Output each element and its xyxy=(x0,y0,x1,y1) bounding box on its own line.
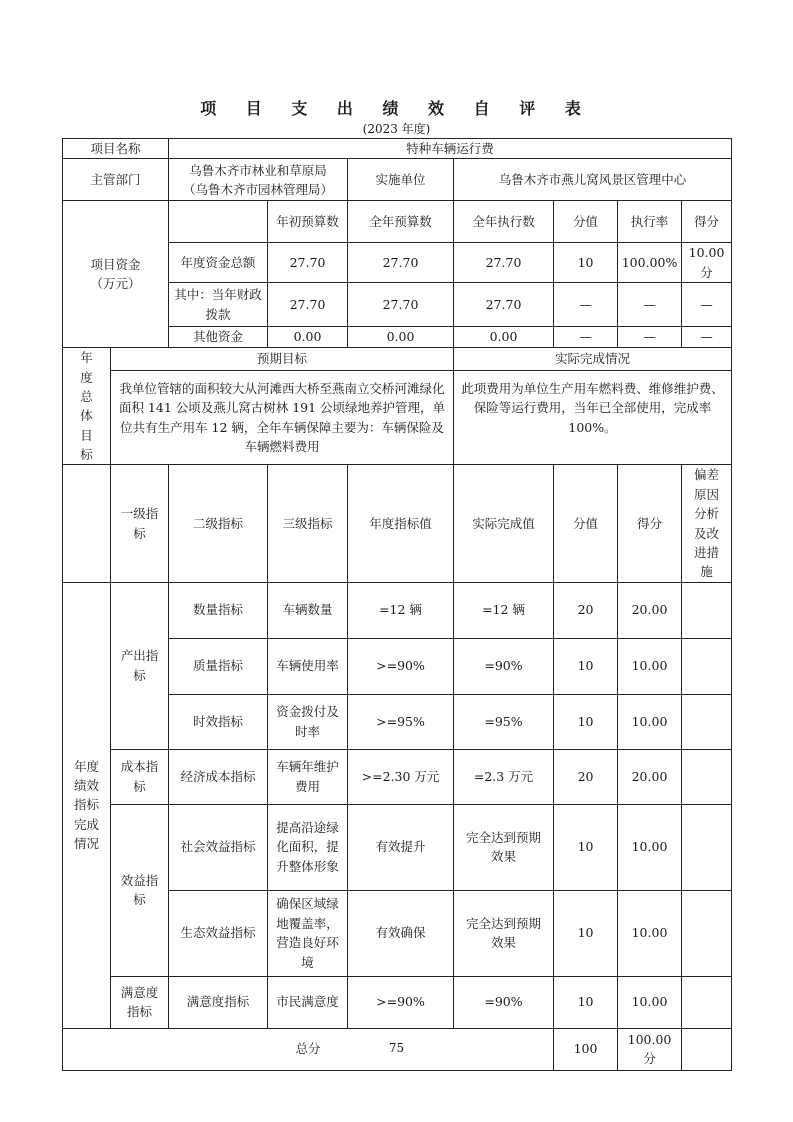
impl-value: 乌鲁木齐市燕儿窝风景区管理中心 xyxy=(454,159,732,201)
goals-label: 年度总体目标 xyxy=(63,348,111,465)
indicator-l2: 经济成本指标 xyxy=(169,749,268,804)
indicator-target: >=90% xyxy=(348,638,454,694)
funds-cell: 100.00% xyxy=(618,243,682,283)
indicator-weight: 20 xyxy=(554,749,618,804)
indicator-note xyxy=(682,694,732,749)
page-number: 75 xyxy=(388,1041,405,1055)
funds-cell: 0.00 xyxy=(454,327,554,348)
funds-row-name: 其他资金 xyxy=(169,327,268,348)
funds-cell: 27.70 xyxy=(348,283,454,327)
indicator-row xyxy=(63,749,732,804)
indicator-actual: 完全达到预期效果 xyxy=(454,890,554,976)
dept-value-line1: 乌鲁木齐市林业和草原局 xyxy=(189,162,327,178)
funds-cell: — xyxy=(618,283,682,327)
indicator-score: 10.00 xyxy=(618,694,682,749)
indicator-score: 10.00 xyxy=(618,890,682,976)
funds-cell: 10.00 分 xyxy=(682,243,732,283)
funds-header-blank xyxy=(169,201,268,243)
indicator-weight: 10 xyxy=(554,638,618,694)
funds-cell: 27.70 xyxy=(454,283,554,327)
indicator-l2: 质量指标 xyxy=(169,638,268,694)
dept-value xyxy=(169,159,348,201)
indicator-l2: 满意度指标 xyxy=(169,976,268,1028)
funds-header-row xyxy=(63,201,732,243)
indicator-weight: 10 xyxy=(554,694,618,749)
project-row xyxy=(63,139,732,159)
funds-header: 全年预算数 xyxy=(348,201,454,243)
indicator-l2: 生态效益指标 xyxy=(169,890,268,976)
total-weight: 100 xyxy=(554,1028,618,1070)
funds-cell: — xyxy=(682,327,732,348)
total-label: 总分 xyxy=(63,1028,554,1070)
indicator-note xyxy=(682,976,732,1028)
funds-cell: 0.00 xyxy=(268,327,348,348)
dept-label: 主管部门 xyxy=(63,159,169,201)
indicator-group-satisfaction: 满意度指标 xyxy=(111,976,169,1028)
indicator-group-output: 产出指标 xyxy=(111,582,169,749)
funds-cell: 0.00 xyxy=(348,327,454,348)
indicator-l2: 时效指标 xyxy=(169,694,268,749)
indicator-header-row xyxy=(63,465,732,582)
indicator-header: 实际完成值 xyxy=(454,465,554,582)
indicators-section-label: 年度绩效指标完成情况 xyxy=(63,582,111,1028)
funds-label-line2: （万元） xyxy=(90,276,141,292)
indicator-note xyxy=(682,638,732,694)
indicator-row xyxy=(63,582,732,638)
funds-header: 年初预算数 xyxy=(268,201,348,243)
dept-row xyxy=(63,159,732,201)
indicator-target: >=90% xyxy=(348,976,454,1028)
indicator-weight: 10 xyxy=(554,976,618,1028)
indicator-actual: =2.3 万元 xyxy=(454,749,554,804)
funds-header: 执行率 xyxy=(618,201,682,243)
dept-value-line2: （乌鲁木齐市园林管理局） xyxy=(183,181,334,197)
project-value: 特种车辆运行费 xyxy=(169,139,732,159)
indicator-score: 10.00 xyxy=(618,804,682,890)
indicator-l3: 资金拨付及时率 xyxy=(268,694,348,749)
indicator-header-blank xyxy=(63,465,111,582)
indicator-row xyxy=(63,804,732,890)
total-score: 100.00 分 xyxy=(618,1028,682,1070)
goals-expected-text: 我单位管辖的面积较大从河滩西大桥至燕南立交桥河滩绿化面积 141 公顷及燕儿窝古树林 191 公顷绿地养护管理，单位共有生产用车 12 辆，全年车辆保障主要为：车辆保险及车辆燃料费用 xyxy=(111,371,454,465)
goals-expected-header: 预期目标 xyxy=(111,348,454,371)
indicator-l2: 社会效益指标 xyxy=(169,804,268,890)
indicator-l3: 车辆使用率 xyxy=(268,638,348,694)
indicator-row xyxy=(63,976,732,1028)
funds-cell: 27.70 xyxy=(454,243,554,283)
indicator-header: 一级指标 xyxy=(111,465,169,582)
project-label: 项目名称 xyxy=(63,139,169,159)
funds-cell: 27.70 xyxy=(348,243,454,283)
indicator-weight: 20 xyxy=(554,582,618,638)
indicator-l3: 市民满意度 xyxy=(268,976,348,1028)
funds-cell: — xyxy=(618,327,682,348)
funds-cell: — xyxy=(554,283,618,327)
funds-label-line1: 项目资金 xyxy=(90,256,141,272)
indicator-target: 有效确保 xyxy=(348,890,454,976)
indicator-score: 20.00 xyxy=(618,582,682,638)
indicator-target: =12 辆 xyxy=(348,582,454,638)
page-title: 项 目 支 出 绩 效 自 评 表 xyxy=(200,99,593,118)
page-subtitle: (2023 年度) xyxy=(362,122,431,136)
indicator-target: >=95% xyxy=(348,694,454,749)
indicator-l3: 确保区域绿地覆盖率，营造良好环境 xyxy=(268,890,348,976)
indicator-actual: =12 辆 xyxy=(454,582,554,638)
indicator-header: 分值 xyxy=(554,465,618,582)
indicator-header: 偏差原因分析及改进措施 xyxy=(682,465,732,582)
indicator-actual: =90% xyxy=(454,976,554,1028)
indicator-note xyxy=(682,749,732,804)
funds-row-name: 年度资金总额 xyxy=(169,243,268,283)
indicator-weight: 10 xyxy=(554,890,618,976)
impl-label: 实施单位 xyxy=(348,159,454,201)
indicator-score: 20.00 xyxy=(618,749,682,804)
funds-row-name: 其中：当年财政拨款 xyxy=(169,283,268,327)
funds-cell: 27.70 xyxy=(268,243,348,283)
indicator-l3: 提高沿途绿化面积，提升整体形象 xyxy=(268,804,348,890)
indicator-weight: 10 xyxy=(554,804,618,890)
indicator-actual: 完全达到预期效果 xyxy=(454,804,554,890)
indicator-group-benefit: 效益指标 xyxy=(111,804,169,976)
indicator-l3: 车辆数量 xyxy=(268,582,348,638)
funds-cell: 27.70 xyxy=(268,283,348,327)
indicator-header: 三级指标 xyxy=(268,465,348,582)
indicator-note xyxy=(682,804,732,890)
indicator-header: 二级指标 xyxy=(169,465,268,582)
indicator-actual: =90% xyxy=(454,638,554,694)
indicator-target: >=2.30 万元 xyxy=(348,749,454,804)
goals-content-row xyxy=(63,371,732,465)
funds-header: 分值 xyxy=(554,201,618,243)
indicator-note xyxy=(682,890,732,976)
funds-header: 全年执行数 xyxy=(454,201,554,243)
indicator-header: 得分 xyxy=(618,465,682,582)
goals-actual-header: 实际完成情况 xyxy=(454,348,732,371)
indicator-l2: 数量指标 xyxy=(169,582,268,638)
indicator-l3: 车辆年维护费用 xyxy=(268,749,348,804)
funds-cell: — xyxy=(554,327,618,348)
indicator-score: 10.00 xyxy=(618,976,682,1028)
funds-cell: — xyxy=(682,283,732,327)
indicator-score: 10.00 xyxy=(618,638,682,694)
indicator-target: 有效提升 xyxy=(348,804,454,890)
funds-cell: 10 xyxy=(554,243,618,283)
funds-label xyxy=(63,201,169,348)
indicator-header: 年度指标值 xyxy=(348,465,454,582)
indicator-actual: =95% xyxy=(454,694,554,749)
performance-table xyxy=(62,138,732,1071)
funds-header: 得分 xyxy=(682,201,732,243)
goals-actual-text: 此项费用为单位生产用车燃料费、维修维护费、保险等运行费用，当年已全部使用，完成率 100%。 xyxy=(454,371,732,465)
goals-header-row xyxy=(63,348,732,371)
indicator-group-cost: 成本指标 xyxy=(111,749,169,804)
indicator-note xyxy=(682,582,732,638)
